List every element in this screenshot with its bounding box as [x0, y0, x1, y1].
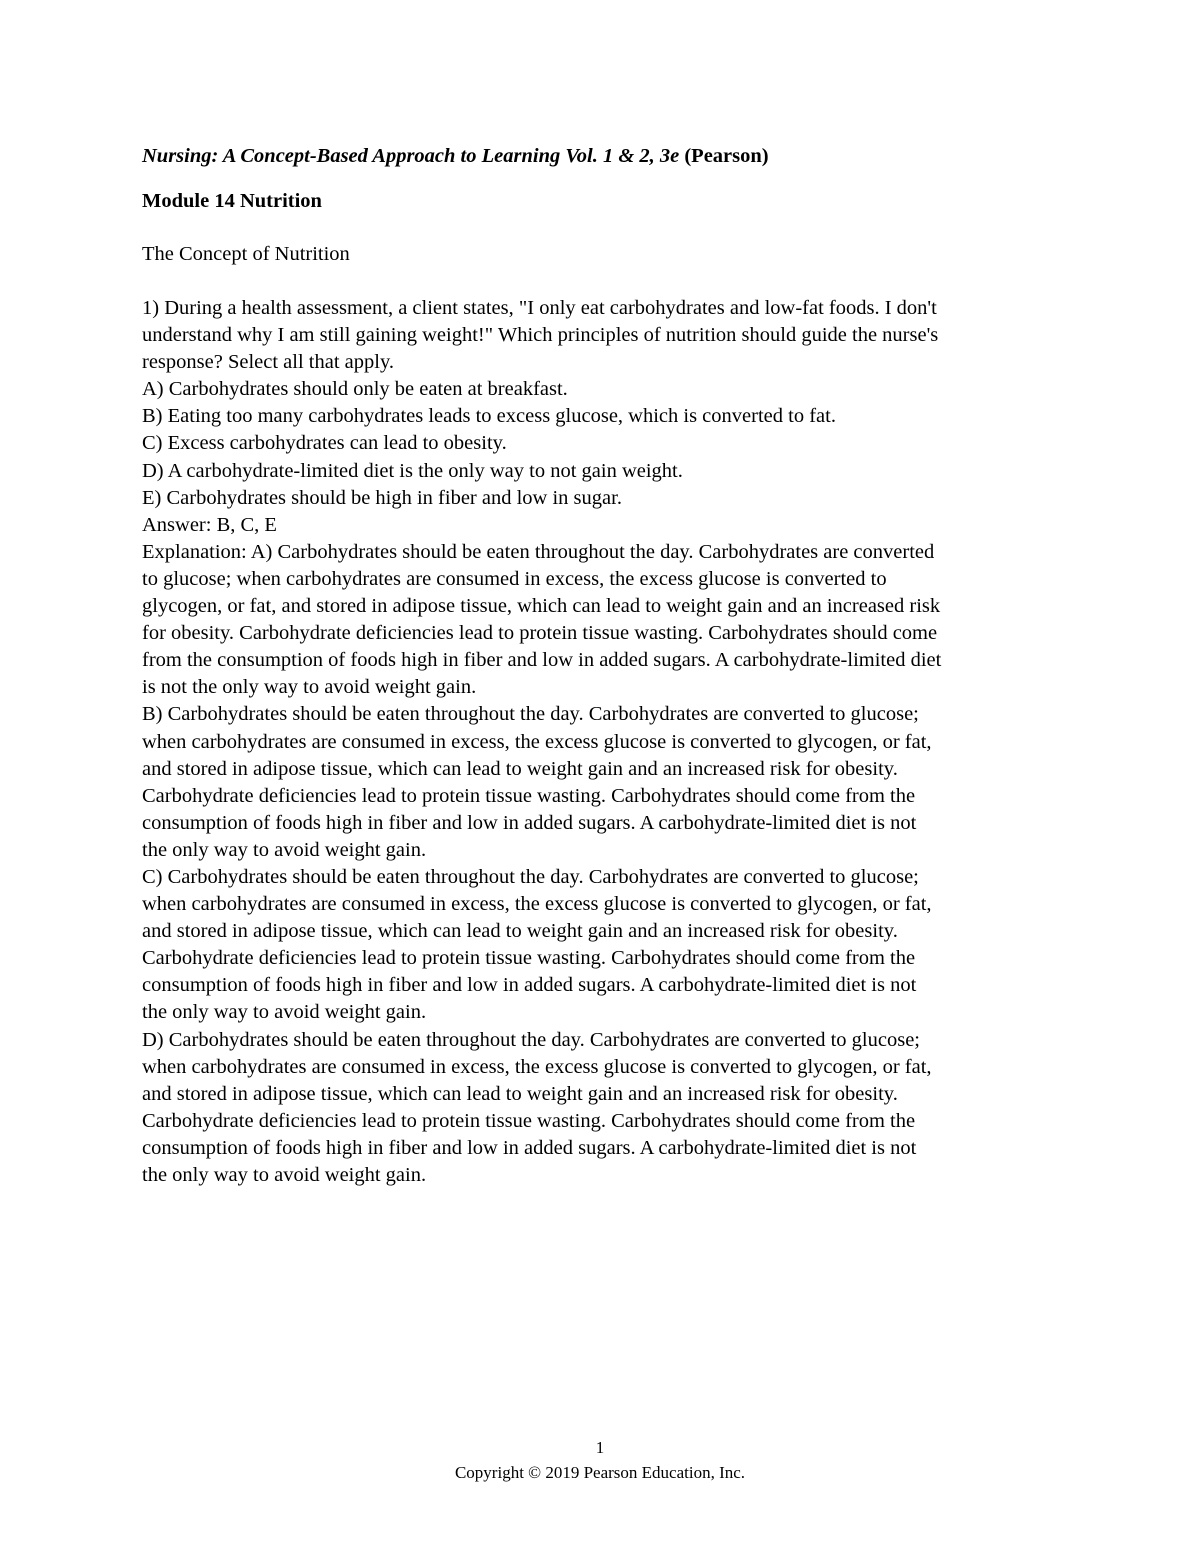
explanation-line: when carbohydrates are consumed in excess, the excess glucose is converted to glycogen, or fat, — [142, 893, 932, 916]
explanation-line: Carbohydrate deficiencies lead to protein tissue wasting. Carbohydrates should come from the — [142, 1109, 916, 1132]
page-number: 1 — [595, 1438, 605, 1457]
explanation-line: and stored in adipose tissue, which can lead to weight gain and an increased risk for obesity. — [142, 920, 898, 943]
document-title — [142, 143, 1072, 170]
answer-option-b: B) Eating too many carbohydrates leads to excess glucose, which is converted to fat. — [142, 405, 836, 428]
answer-key: Answer: B, C, E — [142, 513, 277, 536]
explanation-line: from the consumption of foods high in fiber and low in added sugars. A carbohydrate-limited diet — [142, 649, 942, 672]
question-stem-line: response? Select all that apply. — [142, 351, 394, 374]
explanation-line: C) Carbohydrates should be eaten throughout the day. Carbohydrates are converted to glucose; — [142, 865, 919, 888]
answer-option-d: D) A carbohydrate-limited diet is the only way to not gain weight. — [142, 459, 683, 482]
copyright-notice: Copyright © 2019 Pearson Education, Inc. — [454, 1463, 746, 1482]
page-content — [142, 143, 1072, 1189]
explanation-line: glycogen, or fat, and stored in adipose tissue, which can lead to weight gain and an increased risk — [142, 595, 941, 618]
explanation-line: when carbohydrates are consumed in excess, the excess glucose is converted to glycogen, or fat, — [142, 1055, 932, 1078]
explanation-line: to glucose; when carbohydrates are consumed in excess, the excess glucose is converted to — [142, 567, 887, 590]
explanation-line: consumption of foods high in fiber and low in added sugars. A carbohydrate-limited diet is not — [142, 811, 917, 834]
explanation-line: consumption of foods high in fiber and low in added sugars. A carbohydrate-limited diet is not — [142, 974, 917, 997]
explanation-line: D) Carbohydrates should be eaten throughout the day. Carbohydrates are converted to glucose; — [142, 1028, 920, 1051]
explanation-line: Explanation: A) Carbohydrates should be eaten throughout the day. Carbohydrates are converted — [142, 540, 935, 563]
answer-option-e: E) Carbohydrates should be high in fiber and low in sugar. — [142, 486, 622, 509]
question-stem-line: 1) During a health assessment, a client states, "I only eat carbohydrates and low-fat foods. I don't — [142, 297, 937, 319]
explanation-line: Carbohydrate deficiencies lead to protein tissue wasting. Carbohydrates should come from the — [142, 947, 916, 970]
explanation-line: and stored in adipose tissue, which can lead to weight gain and an increased risk for obesity. — [142, 757, 898, 780]
explanation-line: and stored in adipose tissue, which can lead to weight gain and an increased risk for obesity. — [142, 1082, 898, 1105]
explanation-line: B) Carbohydrates should be eaten throughout the day. Carbohydrates are converted to glucose; — [142, 703, 919, 726]
question-stem — [142, 295, 1072, 376]
explanation-line: Carbohydrate deficiencies lead to protein tissue wasting. Carbohydrates should come from the — [142, 784, 916, 807]
explanation-line: consumption of foods high in fiber and low in added sugars. A carbohydrate-limited diet is not — [142, 1136, 917, 1159]
explanation-line: for obesity. Carbohydrate deficiencies lead to protein tissue wasting. Carbohydrates should come — [142, 622, 938, 645]
explanation-line: the only way to avoid weight gain. — [142, 838, 427, 861]
book-title: Nursing: A Concept-Based Approach to Learning Vol. 1 & 2, 3e — [142, 145, 680, 167]
explanation-line: when carbohydrates are consumed in excess, the excess glucose is converted to glycogen, or fat, — [142, 730, 932, 753]
explanation — [142, 539, 1072, 1189]
section-heading: The Concept of Nutrition — [142, 243, 350, 265]
module-heading: Module 14 Nutrition — [142, 190, 322, 212]
question-block — [142, 295, 1072, 1189]
explanation-line: is not the only way to avoid weight gain. — [142, 676, 477, 699]
explanation-line: the only way to avoid weight gain. — [142, 1001, 427, 1024]
answer-option-a: A) Carbohydrates should only be eaten at breakfast. — [142, 378, 568, 401]
publisher-name: (Pearson) — [679, 145, 769, 167]
explanation-line: the only way to avoid weight gain. — [142, 1164, 427, 1186]
question-stem-line: understand why I am still gaining weight!" Which principles of nutrition should guide the nurse's — [142, 324, 939, 347]
answer-option-c: C) Excess carbohydrates can lead to obesity. — [142, 432, 507, 455]
answer-options — [142, 376, 1072, 511]
